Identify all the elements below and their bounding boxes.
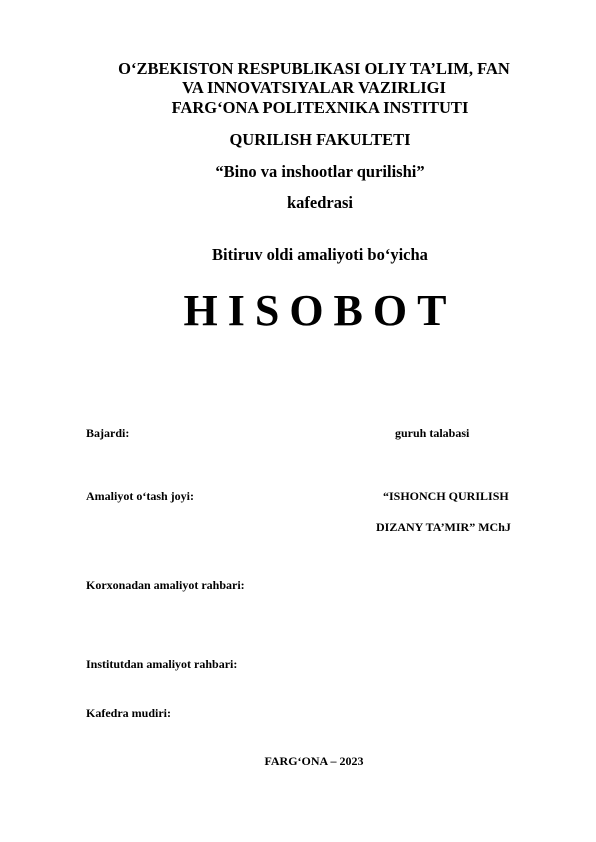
practice-place-value-line-1: “ISHONCH QURILISH [383, 489, 509, 503]
practice-place-label: Amaliyot o‘tash joyi: [86, 489, 194, 503]
institute-name: FARG‘ONA POLITEXNIKA INSTITUTI [171, 98, 469, 117]
company-supervisor-label: Korxonadan amaliyot rahbari: [86, 578, 245, 592]
institute-supervisor-label: Institutdan amaliyot rahbari: [86, 657, 238, 671]
faculty-name: QURILISH FAKULTETI [229, 130, 411, 149]
city-year: FARG‘ONA – 2023 [264, 754, 364, 768]
department-suffix: kafedrasi [287, 193, 353, 212]
done-by-value: guruh talabasi [395, 426, 470, 440]
ministry-line-2: VA INNOVATSIYALAR VAZIRLIGI [182, 78, 446, 97]
department-name: “Bino va inshootlar qurilishi” [215, 162, 425, 181]
report-subtitle: Bitiruv oldi amaliyoti bo‘yicha [212, 245, 428, 264]
practice-place-value-line-2: DIZANY TA’MIR” MChJ [376, 520, 511, 534]
done-by-label: Bajardi: [86, 426, 130, 440]
head-of-department-label: Kafedra mudiri: [86, 706, 171, 720]
report-title: HISOBOT [183, 286, 457, 335]
ministry-line-1: O‘ZBEKISTON RESPUBLIKASI OLIY TA’LIM, FAN [118, 59, 510, 78]
